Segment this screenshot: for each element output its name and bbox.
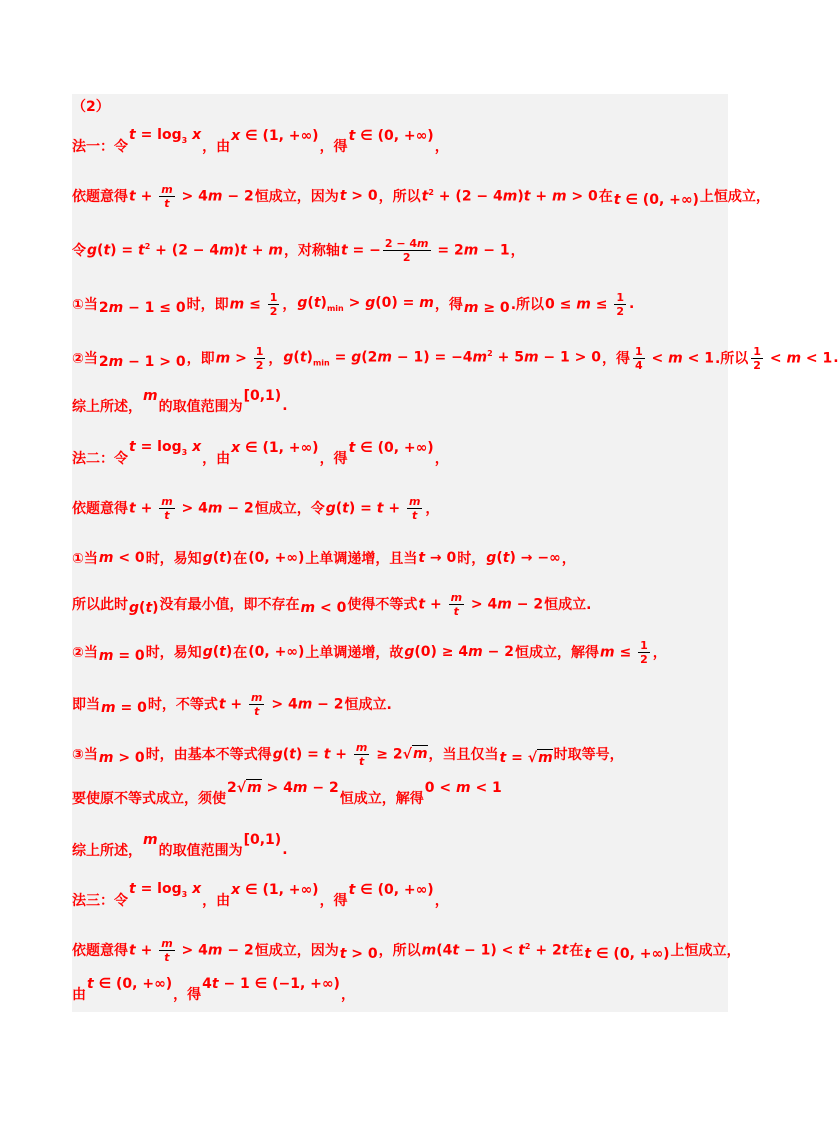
text: 恒成立，因为 — [254, 189, 339, 205]
math-axis: t = − $\frac{2 - 4m}{2}$ = 2m − 1 — [340, 236, 510, 264]
text: 所以此时 — [72, 597, 128, 613]
text: 时，不等式 — [147, 697, 218, 713]
solution-page — [72, 94, 839, 1012]
text: ①当 — [72, 551, 98, 567]
text: ②当 — [72, 351, 98, 367]
math-m: m — [143, 388, 158, 404]
math-t-log3x: $t = \log_3 x$ — [129, 881, 202, 899]
math-t-domain: t ∈ (0, +∞) — [348, 128, 434, 144]
math-inequality: t + $\frac{m}{t}$ > 4m − 2 — [418, 590, 544, 618]
method1-line1 — [72, 126, 728, 166]
text: 恒成立. — [544, 597, 592, 613]
method2-case2-cont — [72, 684, 728, 724]
text: . — [282, 842, 288, 858]
math-m-le-half: m ≤ $\frac{1}{2}$ — [599, 638, 648, 666]
text: ，得 — [434, 297, 463, 313]
math-quarter-range: $\frac{1}{4}$ < m < 1 — [635, 344, 714, 372]
method2-line2 — [72, 488, 728, 528]
text: 时，即 — [186, 297, 229, 313]
method1-case2 — [72, 338, 839, 378]
text: 上单调递增，且当 — [305, 551, 418, 567]
text: 在 — [233, 645, 248, 661]
math-range: [0,1) — [243, 832, 282, 848]
text: ，由 — [202, 893, 231, 909]
math-range: [0,1) — [243, 388, 282, 404]
text: 恒成立，因为 — [254, 943, 339, 959]
text: ， — [434, 139, 449, 155]
method3-line1 — [72, 880, 728, 920]
math-4t-range: 4t − 1 ∈ (−1, +∞) — [202, 976, 340, 992]
method3-line3 — [72, 974, 728, 1014]
math-m-ineq: $m(4t - 1) < t^2 + 2t$ — [421, 941, 569, 959]
math-t-sqrt-m: t = √m — [499, 750, 553, 766]
method2-case3 — [72, 734, 728, 774]
math-interval: (0, +∞) — [248, 550, 305, 566]
math-t-log3x: $t = \log_3 x$ — [129, 127, 202, 145]
text: 上单调递增，故 — [305, 645, 404, 661]
math-gt: g(t) — [202, 644, 233, 660]
text: 恒成立. — [344, 697, 392, 713]
method2-case1-cont — [72, 584, 728, 624]
method1-summary — [72, 386, 728, 426]
text: 上恒成立， — [699, 189, 770, 205]
text: . — [282, 398, 288, 414]
method2-summary — [72, 830, 728, 870]
text: ①当 — [72, 297, 98, 313]
math-gmin-case2: $g(t)_{min} = g(2m - 1) = -4m^2 + 5m - 1 > 0$ — [283, 348, 601, 368]
text: 要使原不等式成立，须使 — [72, 791, 226, 807]
text: ，由 — [202, 139, 231, 155]
math-m-zero: m = 0 — [101, 700, 147, 716]
text: .所以 — [714, 351, 749, 367]
text: 令 — [72, 243, 86, 259]
math-t-domain: t ∈ (0, +∞) — [584, 946, 670, 962]
math-t-domain: t ∈ (0, +∞) — [87, 976, 173, 992]
method2-case3-cont — [72, 778, 728, 818]
method1-line2 — [72, 176, 770, 216]
part-label-line — [72, 86, 728, 126]
method1-line3 — [72, 230, 728, 270]
math-gt: g(t) — [202, 550, 233, 566]
math-g-def: $g(t) = t^2 + (2 - 4m)t + m$ — [87, 241, 283, 259]
text: 综上所述， — [72, 843, 142, 859]
math-g0-ineq: g(0) ≥ 4m − 2 — [404, 644, 514, 660]
math-t-positive: t > 0 — [339, 946, 378, 962]
text: ，得 — [319, 139, 348, 155]
math-case2-cond: 2m − 1 > 0 — [98, 354, 186, 370]
text: ，所以 — [378, 943, 421, 959]
text: ， — [282, 297, 297, 313]
text: . — [833, 350, 839, 366]
text: 恒成立，解得 — [514, 645, 599, 661]
method1-title: 法一：令 — [72, 139, 128, 155]
text: 时，易知 — [145, 551, 202, 567]
text: 在 — [598, 189, 613, 205]
text: 综上所述， — [72, 399, 142, 415]
method2-line1 — [72, 438, 728, 478]
text: 的取值范围为 — [158, 843, 243, 859]
math-m-neg: m < 0 — [98, 550, 145, 566]
text: 在 — [569, 943, 584, 959]
method2-case1 — [72, 538, 728, 578]
math-t-to-0: t → 0 — [418, 550, 457, 566]
math-t-positive: t > 0 — [339, 188, 378, 204]
text: 即当 — [72, 697, 100, 713]
text: 使得不等式 — [347, 597, 418, 613]
text: ， — [510, 243, 525, 259]
math-inequality: t + $\frac{m}{t}$ > 4m − 2 — [129, 494, 254, 522]
text: ，得 — [173, 987, 202, 1003]
method3-line2 — [72, 930, 741, 970]
math-m-gt-half: m > $\frac{1}{2}$ — [215, 344, 264, 372]
math-g-to-neg-inf: g(t) → −∞ — [486, 550, 561, 566]
math-inequality: t + $\frac{m}{t}$ > 4m − 2 — [129, 936, 254, 964]
text: ， — [425, 501, 440, 517]
part-label: （2） — [72, 99, 110, 115]
math-case3-result: 0 < m < 1 — [424, 780, 502, 796]
text: ，由 — [202, 451, 231, 467]
text: .所以 — [510, 297, 545, 313]
math-t-domain: t ∈ (0, +∞) — [348, 440, 434, 456]
math-amgm: g(t) = t + $\frac{m}{t}$ ≥ 2√m — [272, 740, 428, 768]
math-g-def: g(t) = t + $\frac{m}{t}$ — [325, 494, 421, 522]
math-t-domain: t ∈ (0, +∞) — [613, 192, 699, 208]
text: ，当且仅当 — [428, 747, 499, 763]
math-case2-result: $\frac{1}{2}$ < m < 1 — [753, 344, 833, 372]
math-m-neg: m < 0 — [300, 600, 347, 616]
text: ，即 — [186, 351, 215, 367]
text: ，得 — [602, 351, 630, 367]
method3-title: 法三：令 — [72, 893, 128, 909]
math-x-domain: x ∈ (1, +∞) — [231, 440, 319, 456]
text: 依题意得 — [72, 189, 128, 205]
text: 的取值范围为 — [158, 399, 243, 415]
text: 依题意得 — [72, 501, 128, 517]
method2-case2 — [72, 632, 728, 672]
text: ， — [340, 987, 355, 1003]
text: ，对称轴 — [283, 243, 340, 259]
math-quadratic-inequality: $t^2 + (2 - 4m)t + m > 0$ — [421, 187, 598, 205]
text: ，得 — [319, 893, 348, 909]
text: ， — [652, 645, 667, 661]
text: 在 — [233, 551, 248, 567]
math-t-domain: t ∈ (0, +∞) — [348, 882, 434, 898]
method1-case1 — [72, 284, 728, 324]
text: 时，由基本不等式得 — [145, 747, 272, 763]
math-interval: (0, +∞) — [248, 644, 305, 660]
text: ，所以 — [378, 189, 421, 205]
text: ③当 — [72, 747, 98, 763]
text: 没有最小值，即不存在 — [159, 597, 300, 613]
math-sqrt-ineq: 2√m > 4m − 2 — [227, 780, 339, 796]
text: 恒成立，解得 — [339, 791, 424, 807]
math-case1-cond: 2m − 1 ≤ 0 — [98, 300, 186, 316]
text: . — [628, 296, 635, 312]
text: 恒成立，令 — [254, 501, 325, 517]
math-m-le-half: m ≤ $\frac{1}{2}$ — [229, 290, 278, 318]
math-inequality: t + $\frac{m}{t}$ > 4m − 2 — [218, 690, 344, 718]
math-m-ge-0: m ≥ 0 — [463, 300, 510, 316]
math-inequality: t + $\frac{m}{t}$ > 4m − 2 — [129, 182, 254, 210]
text: ②当 — [72, 645, 98, 661]
text: 时， — [457, 551, 486, 567]
math-m-pos: m > 0 — [98, 750, 145, 766]
math-m-zero: m = 0 — [98, 648, 145, 664]
math-x-domain: x ∈ (1, +∞) — [231, 128, 319, 144]
text: 由 — [72, 987, 86, 1003]
text: 依题意得 — [72, 943, 128, 959]
math-gmin: $g(t)_{min} > g(0) = m$ — [297, 295, 434, 313]
math-t-log3x: $t = \log_3 x$ — [129, 439, 202, 457]
method2-title: 法二：令 — [72, 451, 128, 467]
text: 上恒成立， — [670, 943, 741, 959]
text: ， — [268, 351, 283, 367]
math-case1-result: 0 ≤ m ≤ $\frac{1}{2}$ — [545, 290, 624, 318]
text: ， — [434, 451, 449, 467]
text: ，得 — [319, 451, 348, 467]
math-gt: g(t) — [129, 600, 159, 616]
text: ， — [561, 551, 576, 567]
text: 时，易知 — [145, 645, 202, 661]
text: 时取等号， — [553, 747, 624, 763]
text: ， — [434, 893, 449, 909]
math-x-domain: x ∈ (1, +∞) — [231, 882, 319, 898]
math-m: m — [143, 832, 158, 848]
